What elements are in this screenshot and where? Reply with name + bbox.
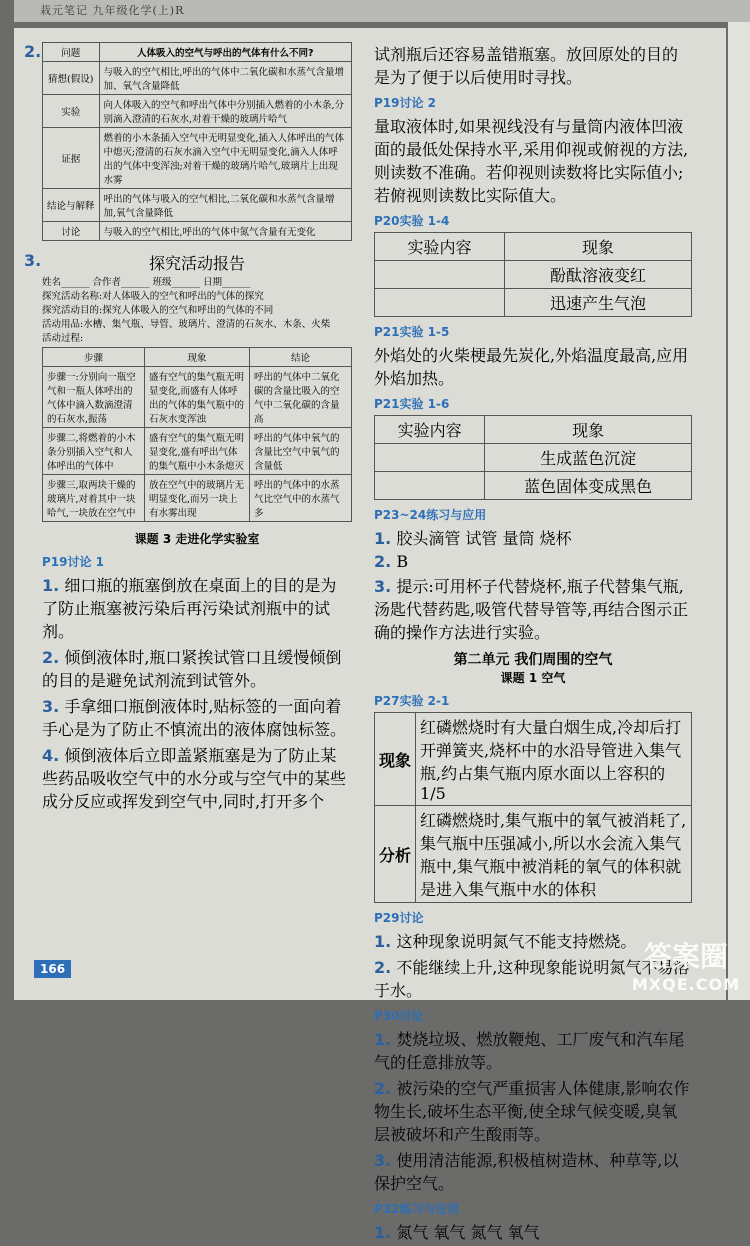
- row-text: 红磷燃烧时,集气瓶中的氧气被消耗了,集气瓶中压强减小,所以水会流入集气瓶中,集气瓶中被消耗的氧气的体积就是进入集气瓶中水的体积: [416, 806, 692, 903]
- report-purpose: 探究活动目的:探究人体吸入的空气和呼出的气体的不同: [42, 302, 352, 316]
- table-cell: 蓝色固体变成黑色: [485, 472, 692, 500]
- steps-table: [42, 347, 352, 522]
- header-title: 栽元笔记 九年级化学(上)R: [40, 2, 184, 18]
- experiment-2-1-table: [374, 712, 692, 903]
- page-header: [14, 0, 750, 22]
- inquiry-head-question: 问题: [43, 43, 100, 62]
- discussion-item: 3. 使用清洁能源,积极植树造林、种草等,以保护空气。: [374, 1148, 692, 1194]
- step-cell: 盛有空气的集气瓶无明显变化,而盛有人体呼出的气体的集气瓶中的石灰水变浑浊: [144, 367, 249, 428]
- row-text: 与吸入的空气相比,呼出的气体中氮气含量有无变化: [99, 222, 351, 241]
- discussion-item: 1. 焚烧垃圾、燃放鞭炮、工厂废气和汽车尾气的任意排放等。: [374, 1027, 692, 1073]
- inquiry-head-topic: 人体吸入的空气与呼出的气体有什么不同?: [99, 43, 351, 62]
- continued-text: 试剂瓶后还容易盖错瓶塞。放回原处的目的是为了便于以后使用时寻找。: [374, 42, 692, 88]
- question-3-number: 3.: [24, 251, 41, 270]
- discussion-item: 4. 倾倒液体后立即盖紧瓶塞是为了防止某些药品吸收空气中的水分或与空气中的某些成分反应或挥发到空气中,同时,打开多个: [42, 743, 352, 812]
- table-head: 现象: [485, 416, 692, 444]
- table-cell: 生成蓝色沉淀: [485, 444, 692, 472]
- page-number: 166: [34, 960, 71, 978]
- p32-exercises-heading: P32练习与应用: [374, 1200, 692, 1217]
- p29-discussion-heading: P29讨论: [374, 909, 692, 926]
- experiment-1-5-text: 外焰处的火柴梗最先炭化,外焰温度最高,应用外焰加热。: [374, 343, 692, 389]
- report-items: 活动用品:水槽、集气瓶、导管、玻璃片、澄清的石灰水、木条、火柴: [42, 316, 352, 330]
- watermark-title: 答案圈: [632, 935, 740, 975]
- table-head: 实验内容: [375, 416, 485, 444]
- steps-head: 步骤: [43, 348, 145, 367]
- row-text: 向人体吸入的空气和呼出气体中分别插入燃着的小木条,分别滴入澄清的石灰水,对着干燥的玻璃片哈气: [99, 95, 351, 128]
- table-cell: [375, 261, 505, 289]
- experiment-1-4-table: [374, 232, 692, 317]
- row-label: 猜想(假设): [43, 62, 100, 95]
- table-head: 实验内容: [375, 233, 505, 261]
- p21-experiment-5-heading: P21实验 1-5: [374, 323, 692, 340]
- table-cell: 酚酞溶液变红: [505, 261, 692, 289]
- report-process: 活动过程:: [42, 330, 352, 344]
- table-head: 现象: [505, 233, 692, 261]
- report-name: 探究活动名称:对人体吸入的空气和呼出的气体的探究: [42, 288, 352, 302]
- exercise-item: 3. 提示:可用杯子代替烧杯,瓶子代替集气瓶,汤匙代替药匙,吸管代替导管等,再结合图示正确的操作方法进行实验。: [374, 574, 692, 643]
- p23-exercises-heading: P23~24练习与应用: [374, 506, 692, 523]
- step-cell: 盛有空气的集气瓶无明显变化,盛有呼出气体的集气瓶中小木条熄灭: [144, 428, 249, 475]
- row-label: 实验: [43, 95, 100, 128]
- step-cell: 步骤三,取两块干燥的玻璃片,对着其中一块哈气,一块放在空气中: [43, 475, 145, 522]
- row-label: 分析: [375, 806, 416, 903]
- p19-discussion-2-heading: P19讨论 2: [374, 94, 692, 111]
- inquiry-table: [42, 42, 352, 241]
- p27-experiment-heading: P27实验 2-1: [374, 692, 692, 709]
- p30-discussion-heading: P30讨论: [374, 1007, 692, 1024]
- page-edge: [728, 22, 750, 1000]
- row-text: 呼出的气体与吸入的空气相比,二氧化碳和水蒸气含量增加,氧气含量降低: [99, 189, 351, 222]
- lesson-1-title: 课题 1 空气: [374, 669, 692, 686]
- row-label: 讨论: [43, 222, 100, 241]
- p21-experiment-6-heading: P21实验 1-6: [374, 395, 692, 412]
- p20-experiment-heading: P20实验 1-4: [374, 212, 692, 229]
- lesson-3-title: 课题 3 走进化学实验室: [42, 530, 352, 547]
- discussion-item: 3. 手拿细口瓶倒液体时,贴标签的一面向着手心是为了防止不慎流出的液体腐蚀标签。: [42, 694, 352, 740]
- table-cell: [375, 472, 485, 500]
- discussion-item: 1. 细口瓶的瓶塞倒放在桌面上的目的是为了防止瓶塞被污染后再污染试剂瓶中的试剂。: [42, 573, 352, 642]
- row-label: 现象: [375, 713, 416, 806]
- exercise-item: 1. 氮气 氧气 氮气 氧气: [374, 1220, 692, 1243]
- step-cell: 步骤二,将燃着的小木条分别插入空气和人体呼出的气体中: [43, 428, 145, 475]
- step-cell: 呼出的气体中氧气的含量比空气中氧气的含量低: [250, 428, 352, 475]
- step-cell: 步骤一:分别向一瓶空气和一瓶人体呼出的气体中滴入数滴澄清的石灰水,振荡: [43, 367, 145, 428]
- unit-2-title: 第二单元 我们周围的空气: [374, 649, 692, 669]
- left-column: [42, 42, 352, 815]
- steps-head: 现象: [144, 348, 249, 367]
- row-label: 证据: [43, 128, 100, 189]
- discussion-item: 2. 被污染的空气严重损害人体健康,影响农作物生长,破坏生态平衡,使全球气候变暖,臭氧层被破坏和产生酸雨等。: [374, 1076, 692, 1145]
- step-cell: 放在空气中的玻璃片无明显变化,而另一块上有水雾出现: [144, 475, 249, 522]
- discussion-item: 2. 不能继续上升,这种现象能说明氮气不易溶于水。: [374, 955, 692, 1001]
- p19-discussion-1-heading: P19讨论 1: [42, 553, 352, 570]
- right-column: [374, 42, 692, 1246]
- report-fields: 姓名______ 合作者______ 班级______ 日期______: [42, 274, 352, 288]
- report-title: 探究活动报告: [42, 251, 352, 274]
- watermark: [632, 935, 740, 994]
- table-cell: [375, 444, 485, 472]
- row-text: 燃着的小木条插入空气中无明显变化,插入人体呼出的气体中熄灭;澄清的石灰水滴入空气中无明显变化,滴入人体呼出的气体中变浑浊;对着干燥的玻璃片哈气,玻璃片上出现水雾: [99, 128, 351, 189]
- discussion-item: 2. 倾倒液体时,瓶口紧挨试管口且缓慢倾倒的目的是避免试剂流到试管外。: [42, 645, 352, 691]
- table-cell: 迅速产生气泡: [505, 289, 692, 317]
- row-text: 与吸入的空气相比,呼出的气体中二氧化碳和水蒸气含量增加、氧气含量降低: [99, 62, 351, 95]
- row-label: 结论与解释: [43, 189, 100, 222]
- row-text: 红磷燃烧时有大量白烟生成,冷却后打开弹簧夹,烧杯中的水沿导管进入集气瓶,约占集气瓶内原水面以上容积的1/5: [416, 713, 692, 806]
- watermark-url: MXQE.COM: [632, 975, 740, 994]
- experiment-1-6-table: [374, 415, 692, 500]
- steps-head: 结论: [250, 348, 352, 367]
- question-2-number: 2.: [24, 42, 41, 61]
- discussion-item: 1. 这种现象说明氮气不能支持燃烧。: [374, 929, 692, 952]
- step-cell: 呼出的气体中的水蒸气比空气中的水蒸气多: [250, 475, 352, 522]
- exercise-item: 2. B: [374, 552, 692, 571]
- step-cell: 呼出的气体中二氧化碳的含量比吸入的空气中二氧化碳的含量高: [250, 367, 352, 428]
- exercise-item: 1. 胶头滴管 试管 量筒 烧杯: [374, 526, 692, 549]
- discussion-2-text: 量取液体时,如果视线没有与量筒内液体凹液面的最低处保持水平,采用仰视或俯视的方法,则读数不准确。若仰视则读数将比实际值小;若俯视则读数比实际值大。: [374, 114, 692, 206]
- table-cell: [375, 289, 505, 317]
- report-section: [42, 251, 352, 344]
